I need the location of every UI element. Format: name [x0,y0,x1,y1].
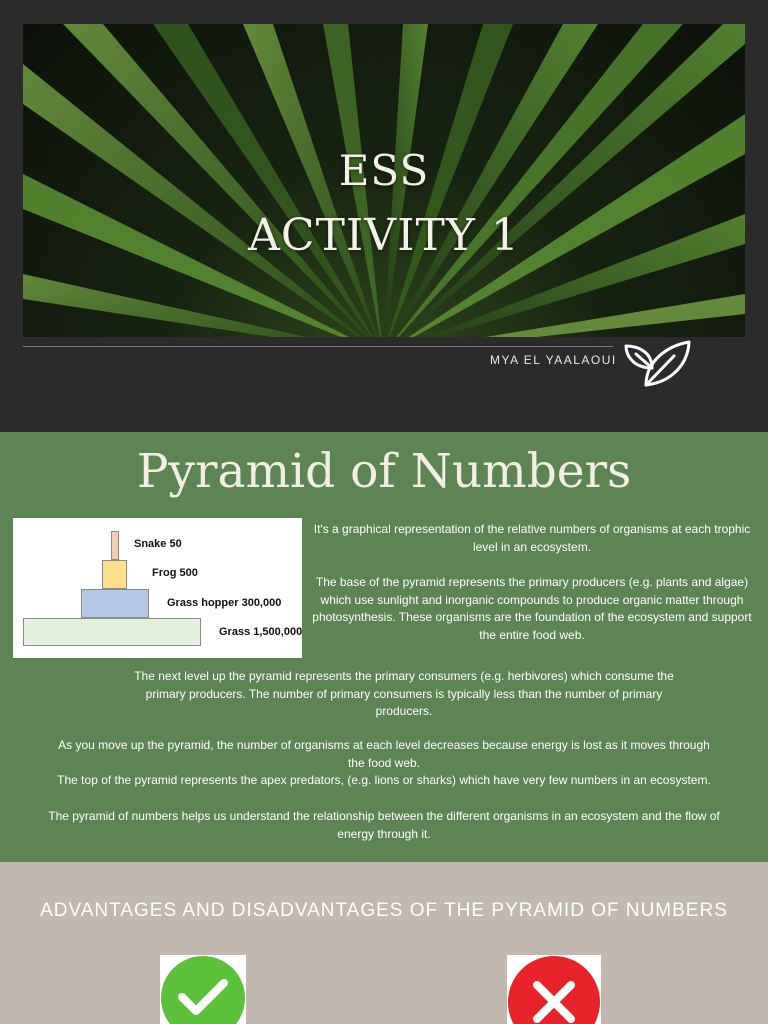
paragraph-base: The base of the pyramid represents the primary producers (e.g. plants and algae) which use sunlight and inorganic compounds to produce organic matter through photosynthesis. These organisms are the foundation of the ecosystem and support the entire food web. [312,575,752,642]
label-grasshopper: Grass hopper 300,000 [167,597,282,609]
paragraph-next-level: The next level up the pyramid represents the primary consumers (e.g. herbivores) which consume the primary producers. The number of primary consumers is typically less than the number of primary producers. [134,669,674,718]
advantages-section [0,862,768,1024]
pyramid-level-grass [23,618,201,646]
advantage-icon-box [160,955,246,1024]
paragraph-energy-loss: As you move up the pyramid, the number of organisms at each level decreases because energy is lost as it moves through the food web. [58,738,710,770]
header-divider [23,346,613,347]
paragraph-apex: The top of the pyramid represents the apex predators, (e.g. lions or sharks) which have very few numbers in an ecosystem. [57,773,711,787]
section-title: Pyramid of Numbers [136,444,632,499]
pyramid-level-grasshopper [81,589,149,618]
x-circle-icon [507,955,601,1024]
title-line-1: ESS [338,146,430,195]
title-line-2: ACTIVITY 1 [248,210,520,261]
author-name: MYA EL YAALAOUI [490,353,617,367]
label-snake: Snake 50 [134,538,182,550]
disadvantage-icon-box [507,955,601,1024]
paragraph-summary: The pyramid of numbers helps us understand the relationship between the different organisms in an ecosystem and the flow of energy through it. [48,809,720,841]
check-circle-icon [160,955,246,1024]
label-frog: Frog 500 [152,567,198,579]
leaf-outline-icon [622,340,692,388]
pyramid-level-snake [111,531,119,560]
advantages-title: ADVANTAGES AND DISADVANTAGES OF THE PYRAMID OF NUMBERS [40,900,728,921]
hero-image [23,24,745,337]
label-grass: Grass 1,500,000 [219,626,303,638]
pyramid-diagram [13,518,302,658]
pyramid-level-frog [102,560,127,589]
paragraph-definition: It's a graphical representation of the relative numbers of organisms at each trophic level in an ecosystem. [313,522,751,554]
